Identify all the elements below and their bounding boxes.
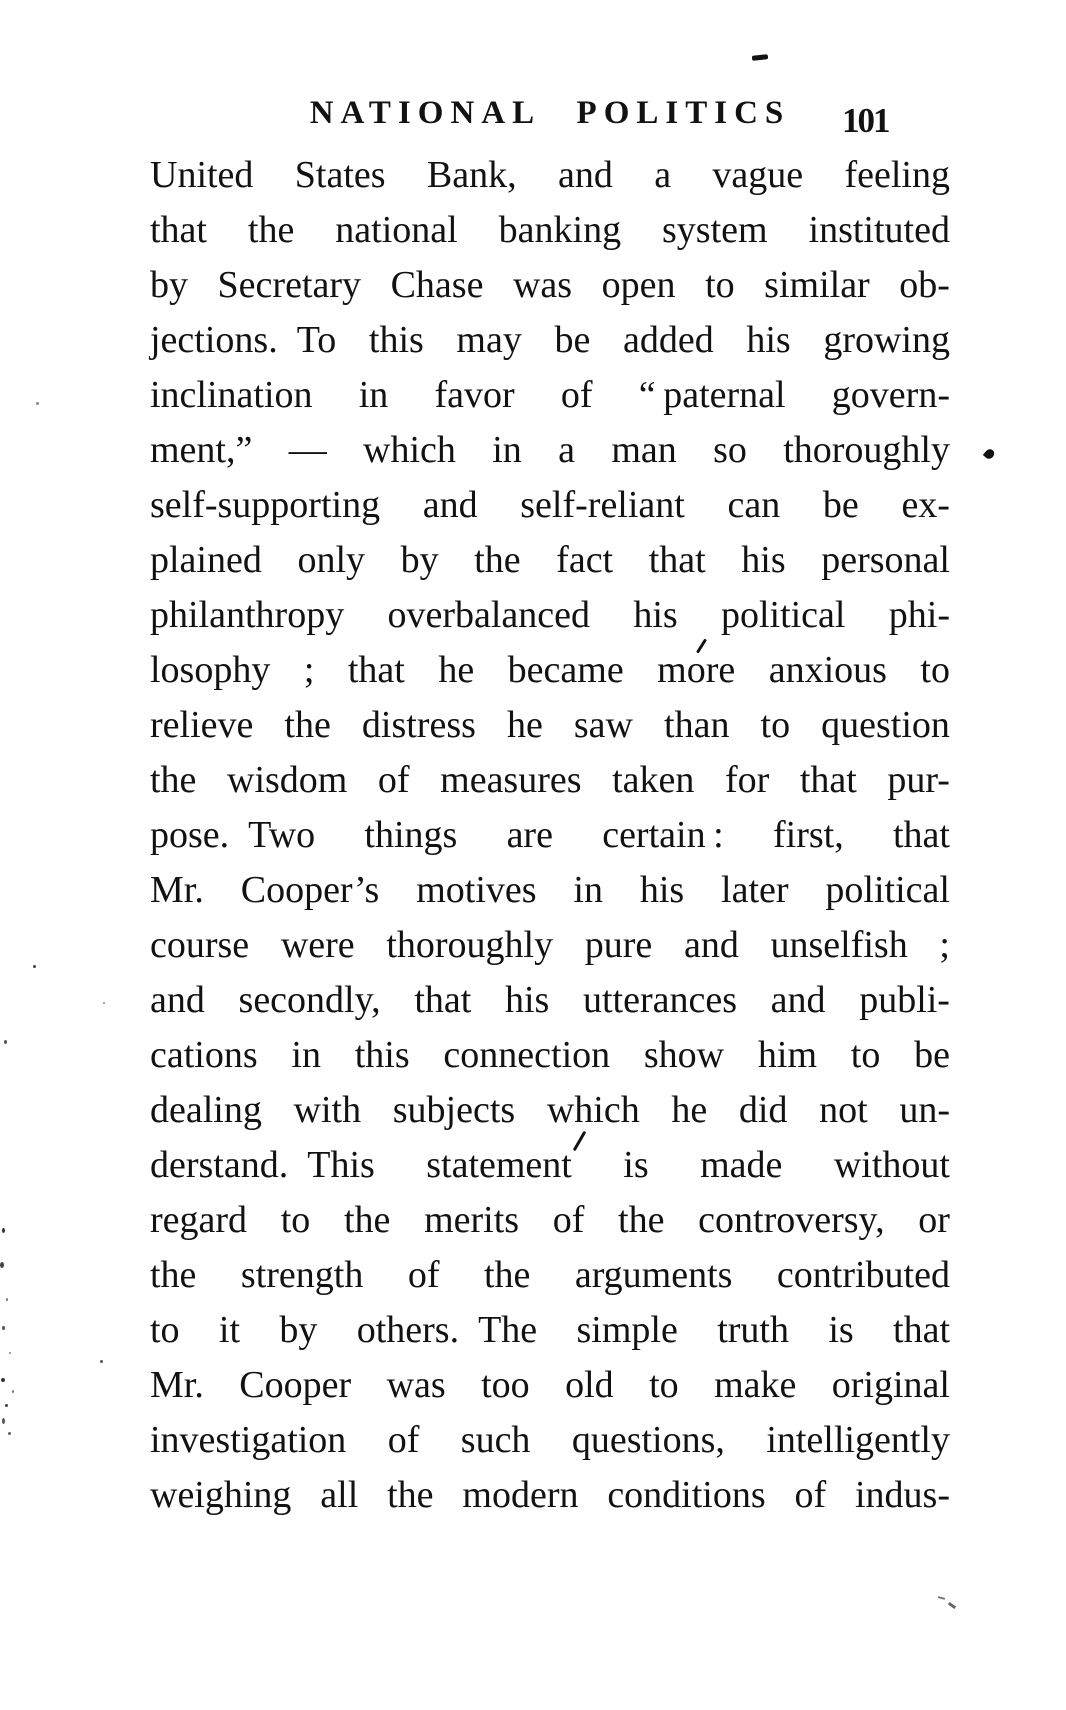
scan-artifact-squiggle bbox=[948, 1602, 956, 1609]
word: his bbox=[741, 539, 786, 581]
word: relieve bbox=[150, 704, 254, 746]
word: intelligently bbox=[766, 1419, 950, 1461]
scan-artifact-squiggle bbox=[938, 1596, 945, 1600]
text-line bbox=[150, 533, 950, 588]
word: the bbox=[150, 759, 197, 801]
word: to bbox=[649, 1364, 679, 1406]
text-line bbox=[150, 148, 950, 203]
word: simple bbox=[576, 1309, 678, 1351]
word: utterances bbox=[582, 979, 737, 1021]
word: the bbox=[618, 1199, 665, 1241]
text-line bbox=[150, 478, 950, 533]
word: him bbox=[757, 1034, 818, 1076]
word: — bbox=[288, 429, 327, 471]
scan-noise bbox=[103, 1002, 105, 1004]
word: a bbox=[558, 429, 575, 471]
word: growing bbox=[823, 319, 950, 361]
word: pose. Two bbox=[150, 814, 316, 856]
word: open bbox=[601, 264, 676, 306]
word: all bbox=[320, 1474, 359, 1516]
word: motives bbox=[416, 869, 537, 911]
word: the bbox=[483, 1254, 531, 1296]
word: govern- bbox=[831, 374, 950, 416]
word: pure bbox=[584, 924, 653, 966]
word: the bbox=[474, 539, 521, 581]
word: inclination bbox=[150, 374, 313, 416]
text-line bbox=[150, 588, 950, 643]
word: controversy, bbox=[698, 1199, 885, 1241]
word: Cooper bbox=[239, 1364, 352, 1406]
word: derstand. This bbox=[150, 1144, 375, 1186]
word: his bbox=[504, 979, 550, 1021]
scan-noise bbox=[2, 1326, 5, 1330]
word: banking bbox=[498, 209, 622, 251]
word: which bbox=[363, 429, 456, 471]
word: was bbox=[386, 1364, 446, 1406]
word: ; bbox=[939, 924, 950, 966]
word: losophy bbox=[150, 649, 271, 691]
word: the bbox=[284, 704, 331, 746]
word: unselfish bbox=[770, 924, 908, 966]
word: the bbox=[247, 209, 295, 251]
word: and bbox=[683, 924, 739, 966]
word: can bbox=[727, 484, 781, 526]
scan-noise bbox=[2, 1418, 5, 1424]
word: first, bbox=[773, 814, 844, 856]
word: wisdom bbox=[227, 759, 348, 801]
word: of bbox=[407, 1254, 440, 1296]
word: political bbox=[825, 869, 950, 911]
word: in bbox=[291, 1034, 321, 1076]
word: ; bbox=[303, 649, 315, 691]
word: others. The bbox=[356, 1309, 538, 1351]
word: overbalanced bbox=[387, 594, 591, 636]
word: Secretary bbox=[217, 264, 362, 306]
text-line bbox=[150, 973, 950, 1028]
word: distress bbox=[361, 704, 476, 746]
word: States bbox=[294, 154, 386, 196]
word: personal bbox=[821, 539, 950, 581]
word: of bbox=[377, 759, 410, 801]
word: are bbox=[506, 814, 553, 856]
word: questions, bbox=[571, 1419, 725, 1461]
word: that bbox=[150, 209, 207, 251]
scan-noise bbox=[33, 965, 36, 968]
word: his bbox=[639, 869, 685, 911]
word: publi- bbox=[859, 979, 950, 1021]
word: to bbox=[920, 649, 950, 691]
word: things bbox=[364, 814, 458, 856]
word: which bbox=[546, 1089, 640, 1131]
word: make bbox=[714, 1364, 797, 1406]
word: that bbox=[347, 649, 405, 691]
word: Chase bbox=[390, 264, 484, 306]
word: that bbox=[892, 814, 950, 856]
word: investigation bbox=[150, 1419, 347, 1461]
word: system bbox=[662, 209, 768, 251]
word: of bbox=[387, 1419, 420, 1461]
word: without bbox=[833, 1144, 950, 1186]
word: national bbox=[335, 209, 458, 251]
word: may bbox=[456, 319, 522, 361]
word: Mr. bbox=[150, 869, 204, 911]
word: original bbox=[831, 1364, 950, 1406]
word: that bbox=[893, 1309, 950, 1351]
word: to bbox=[705, 264, 735, 306]
word: it bbox=[218, 1309, 241, 1351]
scan-artifact-dash bbox=[752, 54, 768, 61]
word: arguments bbox=[574, 1254, 733, 1296]
running-header bbox=[150, 95, 950, 139]
word: that bbox=[648, 539, 706, 581]
word: with bbox=[293, 1089, 362, 1131]
word: certain : bbox=[602, 814, 724, 856]
word: course bbox=[150, 924, 250, 966]
text-line bbox=[150, 1193, 950, 1248]
word: the bbox=[387, 1474, 434, 1516]
word: vague bbox=[712, 154, 804, 196]
word: not bbox=[819, 1089, 868, 1131]
word: his bbox=[633, 594, 678, 636]
word: plained bbox=[150, 539, 262, 581]
text-line bbox=[150, 643, 950, 698]
text-line bbox=[150, 1248, 950, 1303]
word: truth bbox=[717, 1309, 789, 1351]
word: made bbox=[700, 1144, 783, 1186]
word: pur- bbox=[887, 759, 950, 801]
word: of bbox=[560, 374, 593, 416]
word: this bbox=[354, 1034, 410, 1076]
word: Bank, bbox=[426, 154, 517, 196]
word: weighing bbox=[150, 1474, 292, 1516]
word: he bbox=[506, 704, 543, 746]
word: contributed bbox=[776, 1254, 950, 1296]
word: in bbox=[573, 869, 603, 911]
scan-artifact-margin-speck bbox=[983, 447, 996, 460]
word: self-reliant bbox=[520, 484, 685, 526]
word: he bbox=[671, 1089, 708, 1131]
word: instituted bbox=[808, 209, 950, 251]
word: his bbox=[746, 319, 791, 361]
word: regard bbox=[150, 1199, 248, 1241]
scan-noise bbox=[4, 1040, 7, 1044]
word: so bbox=[713, 429, 747, 471]
word: merits bbox=[424, 1199, 520, 1241]
word: became bbox=[507, 649, 624, 691]
word: thoroughly bbox=[783, 429, 950, 471]
word: jections. To bbox=[150, 319, 337, 361]
word: saw bbox=[573, 704, 633, 746]
text-line bbox=[150, 1413, 950, 1468]
scan-noise bbox=[100, 1360, 103, 1363]
word: feeling bbox=[844, 154, 950, 196]
word: ex- bbox=[901, 484, 950, 526]
text-line bbox=[150, 1028, 950, 1083]
scan-noise bbox=[0, 1262, 4, 1268]
word: the bbox=[343, 1199, 391, 1241]
word: show bbox=[643, 1034, 725, 1076]
text-line bbox=[150, 368, 950, 423]
scan-noise bbox=[9, 1352, 11, 1354]
word: fact bbox=[556, 539, 614, 581]
word: did bbox=[738, 1089, 788, 1131]
word: the bbox=[150, 1254, 197, 1296]
word: modern bbox=[462, 1474, 579, 1516]
word: and bbox=[422, 484, 478, 526]
word: secondly, bbox=[238, 979, 381, 1021]
word: than bbox=[664, 704, 730, 746]
scan-noise bbox=[36, 402, 39, 405]
word: similar bbox=[764, 264, 870, 306]
text-line bbox=[150, 863, 950, 918]
text-line bbox=[150, 1303, 950, 1358]
word: cations bbox=[150, 1034, 258, 1076]
text-line bbox=[150, 1138, 950, 1193]
word: United bbox=[150, 154, 254, 196]
word: this bbox=[368, 319, 424, 361]
text-line bbox=[150, 918, 950, 973]
text-line bbox=[150, 808, 950, 863]
word: dealing bbox=[150, 1089, 262, 1131]
scan-noise bbox=[6, 1298, 8, 1301]
word: is bbox=[828, 1309, 854, 1351]
word: in bbox=[358, 374, 389, 416]
body-text bbox=[150, 148, 950, 1523]
word: measures bbox=[440, 759, 582, 801]
text-line bbox=[150, 313, 950, 368]
word: or bbox=[918, 1199, 950, 1241]
text-line bbox=[150, 698, 950, 753]
word: added bbox=[622, 319, 714, 361]
running-header-title: NATIONAL POLITICS bbox=[309, 95, 791, 131]
word: be bbox=[914, 1034, 950, 1076]
text-line bbox=[150, 753, 950, 808]
word: old bbox=[565, 1364, 614, 1406]
word: were bbox=[280, 924, 355, 966]
word: philanthropy bbox=[150, 594, 345, 636]
word: later bbox=[721, 869, 789, 911]
word: that bbox=[799, 759, 857, 801]
word: too bbox=[481, 1364, 530, 1406]
word: such bbox=[460, 1419, 531, 1461]
word: man bbox=[611, 429, 677, 471]
word: to bbox=[280, 1199, 311, 1241]
scan-noise bbox=[12, 1390, 14, 1393]
word: indus- bbox=[854, 1474, 950, 1516]
word: conditions bbox=[607, 1474, 766, 1516]
word: ob- bbox=[899, 264, 950, 306]
word: thoroughly bbox=[386, 924, 554, 966]
word: a bbox=[654, 154, 672, 196]
word: of bbox=[552, 1199, 585, 1241]
word: in bbox=[492, 429, 522, 471]
text-line bbox=[150, 423, 950, 478]
word: by bbox=[150, 264, 188, 306]
word: strength bbox=[240, 1254, 364, 1296]
word: connection bbox=[443, 1034, 611, 1076]
word: be bbox=[554, 319, 591, 361]
scan-noise bbox=[1, 1378, 5, 1382]
word: taken bbox=[612, 759, 695, 801]
word: is bbox=[623, 1144, 649, 1186]
word: by bbox=[400, 539, 439, 581]
word: more bbox=[657, 649, 736, 691]
page-number: 101 bbox=[842, 101, 889, 140]
word: Cooper’s bbox=[240, 869, 380, 911]
word: phi- bbox=[888, 594, 950, 636]
word: to bbox=[850, 1034, 881, 1076]
scan-noise bbox=[2, 1228, 5, 1233]
word: that bbox=[414, 979, 472, 1021]
word: ment,” bbox=[150, 429, 253, 471]
word: to bbox=[760, 704, 791, 746]
word: and bbox=[557, 154, 613, 196]
word: of bbox=[794, 1474, 827, 1516]
word: and bbox=[150, 979, 205, 1021]
word: and bbox=[770, 979, 826, 1021]
word: statement bbox=[426, 1144, 572, 1186]
word: was bbox=[512, 264, 573, 306]
word: “ paternal bbox=[638, 374, 786, 416]
word: by bbox=[279, 1309, 318, 1351]
word: self-supporting bbox=[150, 484, 381, 526]
word: question bbox=[821, 704, 950, 746]
text-line bbox=[150, 258, 950, 313]
word: Mr. bbox=[150, 1364, 204, 1406]
word: be bbox=[822, 484, 859, 526]
text-line bbox=[150, 1468, 950, 1523]
word: un- bbox=[899, 1089, 950, 1131]
word: favor bbox=[434, 374, 515, 416]
word: anxious bbox=[768, 649, 887, 691]
text-line bbox=[150, 1083, 950, 1138]
word: he bbox=[438, 649, 475, 691]
word: only bbox=[297, 539, 365, 581]
word: subjects bbox=[392, 1089, 516, 1131]
text-line bbox=[150, 203, 950, 258]
text-line bbox=[150, 1358, 950, 1413]
word: to bbox=[150, 1309, 180, 1351]
scan-noise bbox=[8, 1432, 11, 1435]
scan-noise bbox=[5, 1404, 8, 1407]
word: political bbox=[720, 594, 846, 636]
word: for bbox=[724, 759, 770, 801]
